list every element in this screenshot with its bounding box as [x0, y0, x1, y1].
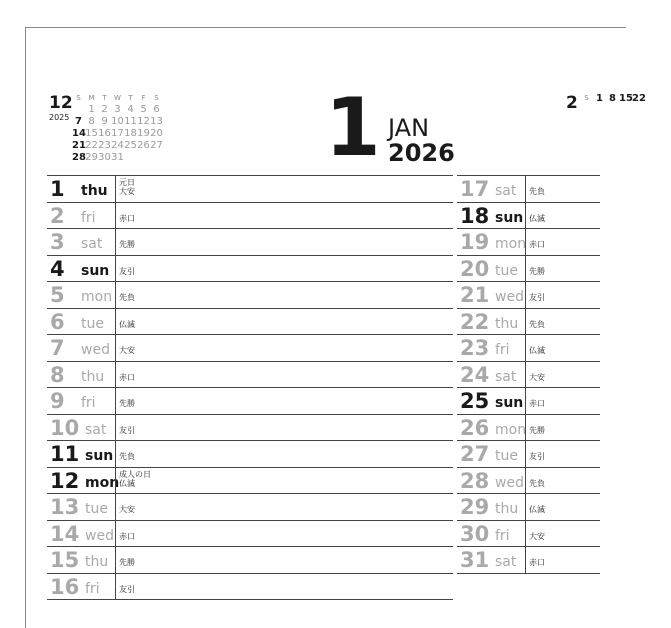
day-number: 15 — [50, 548, 80, 572]
mini-day: 31 — [111, 152, 124, 163]
day-row — [47, 574, 453, 601]
day-number: 29 — [460, 495, 490, 519]
row-divider — [525, 309, 526, 335]
day-row — [47, 309, 453, 336]
note-line: 仏滅 — [529, 213, 545, 223]
day-note — [119, 214, 135, 223]
row-divider — [525, 441, 526, 467]
mini-day: 2 — [101, 104, 108, 115]
weekday-header: W — [114, 94, 121, 102]
mini-day: 22 — [632, 93, 646, 104]
row-divider — [525, 176, 526, 202]
day-of-week: thu — [81, 183, 108, 199]
prev-month-number: 12 — [49, 93, 73, 113]
day-note — [529, 399, 545, 408]
mini-day: 16 — [98, 128, 111, 139]
day-number: 25 — [460, 389, 490, 413]
day-row — [47, 415, 453, 442]
row-divider — [115, 574, 116, 600]
row-divider — [115, 441, 116, 467]
row-divider — [525, 521, 526, 547]
day-of-week: sat — [495, 183, 517, 199]
note-line: 先勝 — [119, 399, 135, 408]
day-row — [47, 388, 453, 415]
mini-day: 28 — [72, 152, 86, 163]
day-row — [457, 176, 600, 203]
weekday-header: S — [76, 94, 81, 102]
weekday-header: F — [141, 94, 146, 102]
row-divider — [525, 468, 526, 494]
note-line: 赤口 — [119, 531, 135, 541]
note-line: 赤口 — [529, 399, 545, 408]
day-number: 28 — [460, 468, 490, 493]
day-number: 16 — [50, 574, 80, 599]
day-number: 27 — [460, 442, 490, 466]
day-row — [47, 176, 453, 203]
day-note — [119, 293, 135, 302]
day-row — [457, 388, 600, 415]
note-line: 先負 — [529, 187, 545, 196]
note-line: 友引 — [119, 425, 135, 435]
next-month-grid — [580, 93, 671, 105]
day-row — [457, 362, 600, 389]
day-number: 6 — [50, 309, 65, 334]
row-divider — [525, 415, 526, 441]
note-line: 大安 — [529, 372, 545, 382]
day-of-week: sun — [495, 395, 524, 411]
day-row — [457, 282, 600, 309]
day-of-week: mon — [495, 236, 527, 252]
day-of-week: sat — [85, 421, 107, 438]
day-note — [119, 585, 135, 594]
day-of-week: mon — [81, 289, 113, 305]
day-of-week: sun — [495, 209, 524, 226]
mini-day: 3 — [114, 104, 121, 115]
mini-day: 25 — [124, 140, 137, 151]
row-divider — [115, 203, 116, 229]
note-line: 友引 — [119, 266, 135, 276]
weekday-header: S — [154, 94, 159, 102]
note-line: 大安 — [529, 531, 545, 541]
row-divider — [115, 388, 116, 414]
row-divider — [525, 256, 526, 282]
mini-day: 8 — [609, 93, 616, 104]
day-note — [119, 426, 135, 435]
day-row — [47, 256, 453, 283]
row-divider — [525, 547, 526, 573]
day-row — [457, 335, 600, 362]
mini-day: 27 — [150, 140, 163, 151]
mini-day: 23 — [98, 140, 111, 151]
day-note — [119, 399, 135, 408]
day-note — [119, 320, 135, 329]
day-of-week: mon — [495, 421, 527, 438]
mini-day: 7 — [75, 116, 82, 127]
day-of-week: wed — [495, 474, 524, 491]
note-line: 先負 — [529, 319, 545, 329]
day-number: 7 — [50, 336, 65, 360]
note-line: 友引 — [119, 584, 135, 594]
mini-day: 21 — [72, 140, 86, 151]
mini-day: 18 — [124, 128, 137, 139]
day-number: 23 — [460, 336, 490, 360]
day-note — [119, 532, 135, 541]
day-of-week: fri — [85, 580, 100, 597]
mini-day: 5 — [140, 104, 147, 115]
day-of-week: sat — [495, 368, 517, 385]
note-line: 先負 — [119, 452, 135, 461]
mini-day: 8 — [88, 116, 95, 127]
day-of-week: mon — [85, 474, 120, 491]
day-note — [529, 293, 545, 302]
day-of-week: thu — [495, 501, 519, 517]
note-line: 大安 — [119, 505, 135, 514]
note-line: 大安 — [119, 346, 135, 355]
note-line: 赤口 — [529, 558, 545, 567]
day-number: 31 — [460, 548, 490, 572]
day-note — [529, 214, 545, 223]
mini-day: 22 — [85, 140, 98, 151]
day-row — [457, 415, 600, 442]
row-divider — [525, 229, 526, 255]
days-column-right — [457, 175, 600, 574]
day-note — [119, 240, 135, 249]
day-row — [457, 203, 600, 230]
day-note — [529, 346, 545, 355]
day-note — [119, 558, 135, 567]
row-divider — [115, 521, 116, 547]
day-note — [119, 452, 135, 461]
day-number: 11 — [50, 442, 80, 466]
day-note — [529, 373, 545, 382]
note-line: 赤口 — [529, 240, 545, 249]
day-note — [529, 187, 545, 196]
mini-day: 26 — [137, 140, 150, 151]
note-line: 仏滅 — [529, 505, 545, 514]
day-of-week: wed — [81, 342, 110, 358]
day-of-week: tue — [495, 262, 518, 279]
day-number: 10 — [50, 415, 80, 440]
day-number: 2 — [50, 203, 65, 228]
day-row — [47, 441, 453, 468]
day-of-week: sun — [81, 262, 110, 279]
day-note — [119, 470, 151, 488]
day-number: 22 — [460, 309, 490, 334]
day-row — [457, 468, 600, 495]
day-note — [119, 373, 135, 382]
day-of-week: wed — [85, 527, 114, 544]
weekday-header: M — [88, 94, 95, 102]
day-note — [529, 505, 545, 514]
day-number: 5 — [50, 283, 65, 307]
row-divider — [525, 362, 526, 388]
day-note — [119, 178, 135, 196]
current-month-number: 1 — [325, 81, 379, 174]
day-note — [529, 267, 545, 276]
note-line: 先勝 — [119, 240, 135, 249]
day-number: 24 — [460, 362, 490, 387]
mini-day: 24 — [111, 140, 124, 151]
day-row — [47, 521, 453, 548]
row-divider — [115, 468, 116, 494]
day-of-week: tue — [85, 501, 108, 517]
day-number: 4 — [50, 256, 65, 281]
day-row — [47, 229, 453, 256]
day-of-week: fri — [495, 342, 510, 358]
row-divider — [525, 388, 526, 414]
day-of-week: fri — [81, 209, 96, 226]
weekday-header: T — [102, 94, 107, 102]
weekday-header: S — [584, 94, 589, 102]
day-number: 18 — [460, 203, 490, 228]
mini-day: 10 — [111, 116, 124, 127]
day-row — [47, 362, 453, 389]
day-number: 12 — [50, 468, 80, 493]
day-row — [47, 547, 453, 574]
day-of-week: tue — [81, 315, 104, 332]
day-note — [119, 267, 135, 276]
current-year: 2026 — [388, 139, 455, 167]
row-divider — [525, 203, 526, 229]
note-line: 赤口 — [119, 213, 135, 223]
mini-day: 15 — [85, 128, 98, 139]
day-of-week: thu — [81, 368, 105, 385]
day-number: 21 — [460, 283, 490, 307]
note-line: 仏滅 — [119, 319, 135, 329]
note-line: 仏滅 — [529, 346, 545, 355]
mini-day: 1 — [88, 104, 95, 115]
day-row — [47, 494, 453, 521]
mini-day: 14 — [72, 128, 86, 139]
day-number: 3 — [50, 230, 65, 254]
mini-day: 19 — [137, 128, 150, 139]
day-number: 17 — [460, 177, 490, 201]
mini-day: 11 — [124, 116, 137, 127]
day-of-week: wed — [495, 289, 524, 305]
mini-day: 6 — [153, 104, 160, 115]
weekday-header: T — [128, 94, 133, 102]
note-line: 大安 — [119, 187, 135, 196]
note-line: 先負 — [529, 478, 545, 488]
day-note — [529, 320, 545, 329]
day-of-week: fri — [495, 527, 510, 544]
mini-day: 17 — [111, 128, 124, 139]
prev-month-grid — [72, 93, 163, 164]
row-divider — [115, 415, 116, 441]
day-row — [47, 335, 453, 362]
day-row — [457, 256, 600, 283]
row-divider — [115, 309, 116, 335]
row-divider — [115, 256, 116, 282]
mini-day: 4 — [127, 104, 134, 115]
mini-day: 29 — [85, 152, 98, 163]
day-note — [529, 452, 545, 461]
mini-day: 9 — [101, 116, 108, 127]
mini-day: 30 — [98, 152, 111, 163]
day-number: 13 — [50, 495, 80, 519]
day-of-week: thu — [495, 315, 519, 332]
day-of-week: sun — [85, 448, 114, 464]
day-row — [457, 309, 600, 336]
current-month-name: JAN — [388, 114, 430, 142]
day-row — [457, 441, 600, 468]
note-line: 先勝 — [119, 558, 135, 567]
note-line: 仏滅 — [119, 478, 135, 488]
row-divider — [115, 335, 116, 361]
day-number: 19 — [460, 230, 490, 254]
day-number: 1 — [50, 177, 65, 201]
day-number: 26 — [460, 415, 490, 440]
note-line: 先勝 — [529, 266, 545, 276]
row-divider — [525, 335, 526, 361]
day-note — [119, 505, 135, 514]
mini-day: 1 — [596, 93, 603, 104]
day-number: 20 — [460, 256, 490, 281]
day-row — [457, 229, 600, 256]
row-divider — [115, 282, 116, 308]
day-of-week: sat — [495, 554, 517, 570]
note-line: 友引 — [529, 293, 545, 302]
day-of-week: sat — [81, 236, 103, 252]
day-of-week: thu — [85, 554, 109, 570]
row-divider — [525, 494, 526, 520]
day-note — [529, 532, 545, 541]
day-row — [457, 547, 600, 574]
mini-day: 15 — [619, 93, 633, 104]
mini-day: 13 — [150, 116, 163, 127]
day-row — [457, 521, 600, 548]
note-line: 成人の日 — [119, 469, 151, 479]
day-number: 8 — [50, 362, 65, 387]
note-line: 赤口 — [119, 372, 135, 382]
mini-day: 12 — [137, 116, 150, 127]
note-line: 友引 — [529, 452, 545, 461]
day-note — [529, 479, 545, 488]
day-row — [47, 468, 453, 495]
day-row — [47, 282, 453, 309]
row-divider — [525, 282, 526, 308]
day-row — [47, 203, 453, 230]
note-line: 先勝 — [529, 425, 545, 435]
day-note — [529, 240, 545, 249]
day-number: 14 — [50, 521, 80, 546]
row-divider — [115, 494, 116, 520]
row-divider — [115, 547, 116, 573]
day-note — [529, 426, 545, 435]
mini-day: 20 — [150, 128, 163, 139]
row-divider — [115, 176, 116, 202]
days-column-left — [47, 175, 453, 600]
next-month-number: 2 — [566, 93, 578, 113]
row-divider — [115, 362, 116, 388]
day-of-week: fri — [81, 395, 96, 411]
day-note — [119, 346, 135, 355]
day-row — [457, 494, 600, 521]
day-number: 30 — [460, 521, 490, 546]
day-of-week: tue — [495, 448, 518, 464]
day-number: 9 — [50, 389, 65, 413]
prev-month-year: 2025 — [49, 113, 70, 122]
note-line: 先負 — [119, 293, 135, 302]
note-line: 元日 — [119, 178, 135, 187]
row-divider — [115, 229, 116, 255]
day-note — [529, 558, 545, 567]
